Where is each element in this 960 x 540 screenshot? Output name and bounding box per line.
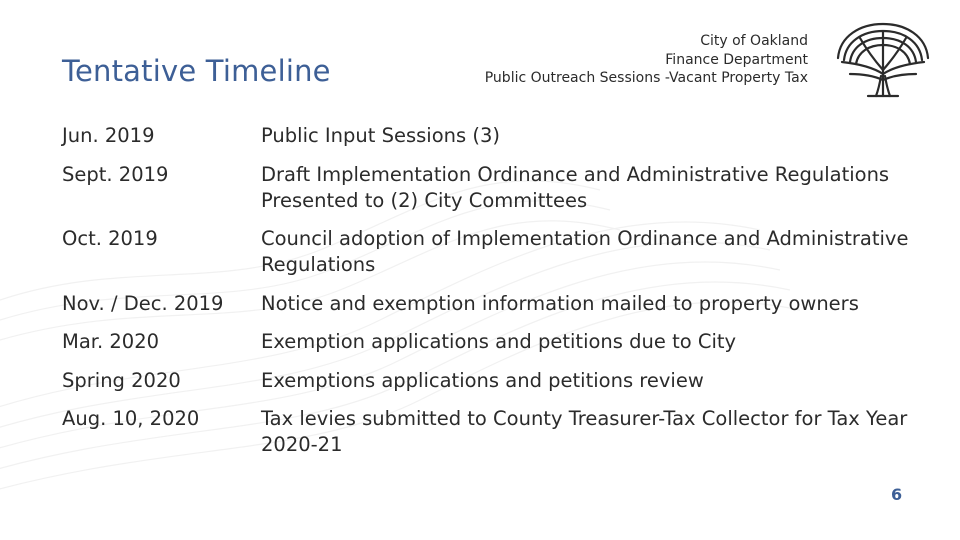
timeline-event: Tax levies submitted to County Treasurer-Tax Collector for Tax Year 2020-21 xyxy=(261,407,908,456)
header-line-session: Public Outreach Sessions -Vacant Property Tax xyxy=(484,70,808,86)
timeline-event: Public Input Sessions (3) xyxy=(261,124,500,147)
timeline-list xyxy=(62,123,922,471)
timeline-date: Spring 2020 xyxy=(62,368,181,392)
timeline-date: Oct. 2019 xyxy=(62,227,158,250)
timeline-row xyxy=(62,291,922,317)
slide-title: Tentative Timeline xyxy=(62,54,331,88)
timeline-row xyxy=(62,162,922,214)
timeline-date: Sept. 2019 xyxy=(62,162,169,186)
timeline-date: Jun. 2019 xyxy=(62,124,155,147)
timeline-row xyxy=(62,329,922,355)
timeline-date: Nov. / Dec. 2019 xyxy=(62,291,224,315)
timeline-row xyxy=(62,368,922,394)
oakland-tree-logo-icon xyxy=(830,18,936,100)
timeline-event: Council adoption of Implementation Ordinance and Administrative Regulations xyxy=(261,227,909,276)
header-line-city: City of Oakland xyxy=(700,33,808,49)
page-number: 6 xyxy=(891,485,903,504)
timeline-row xyxy=(62,123,922,149)
department-header xyxy=(485,32,808,88)
timeline-row xyxy=(62,406,922,458)
timeline-date: Mar. 2020 xyxy=(62,330,160,353)
timeline-event: Exemption applications and petitions due to City xyxy=(261,330,737,353)
timeline-date: Aug. 10, 2020 xyxy=(62,407,200,430)
timeline-event: Notice and exemption information mailed to property owners xyxy=(261,291,859,315)
timeline-event: Draft Implementation Ordinance and Administrative Regulations Presented to (2) City Committees xyxy=(261,162,890,212)
timeline-event: Exemptions applications and petitions review xyxy=(261,368,704,392)
timeline-row xyxy=(62,226,922,278)
header-line-department: Finance Department xyxy=(665,51,808,68)
